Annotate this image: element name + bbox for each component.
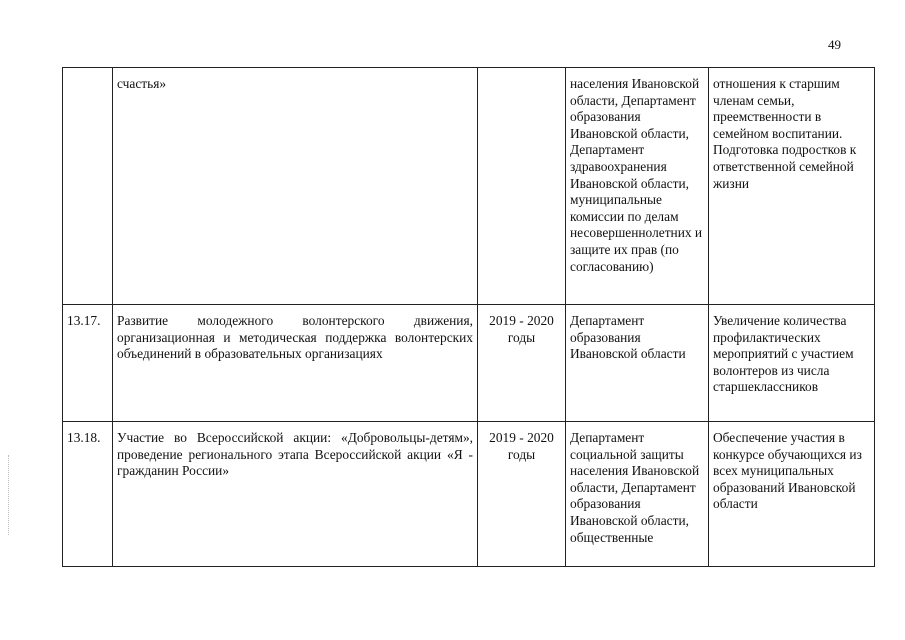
item-number <box>63 68 113 305</box>
item-number: 13.18. <box>63 422 113 567</box>
activity-cell: Развитие молодежного волонтерского движения, организационная и методическая поддержка волонтерских объединений в образовательных организациях <box>113 305 478 422</box>
table-row <box>63 305 875 422</box>
page-number: 49 <box>828 37 841 52</box>
activity-cell: Участие во Всероссийской акции: «Добровольцы-детям», проведение регионального этапа Всероссийской акции «Я - гражданин России» <box>113 422 478 567</box>
table-row <box>63 422 875 567</box>
item-number: 13.17. <box>63 305 113 422</box>
executor-cell: Департамент социальной защиты населения Ивановской области, Департамент образования Ивановской области, общественные <box>566 422 709 567</box>
plan-table <box>62 67 875 567</box>
activity-cell: счастья» <box>113 68 478 305</box>
years-cell: 2019 - 2020 годы <box>478 305 566 422</box>
result-cell: Обеспечение участия в конкурсе обучающихся из всех муниципальных образований Ивановской области <box>709 422 875 567</box>
result-cell: отношения к старшим членам семьи, преемственности в семейном воспитании. Подготовка подростков к ответственной семейной жизни <box>709 68 875 305</box>
years-cell <box>478 68 566 305</box>
years-cell: 2019 - 2020 годы <box>478 422 566 567</box>
executor-cell: Департамент образования Ивановской области <box>566 305 709 422</box>
table-row <box>63 68 875 305</box>
scan-artifact <box>8 455 10 535</box>
executor-cell: населения Ивановской области, Департамент образования Ивановской области, Департамент здравоохранения Ивановской области, муниципальные комиссии по делам несовершеннолетних и защите их прав (по согласованию) <box>566 68 709 305</box>
result-cell: Увеличение количества профилактических мероприятий с участием волонтеров из числа старшеклассников <box>709 305 875 422</box>
